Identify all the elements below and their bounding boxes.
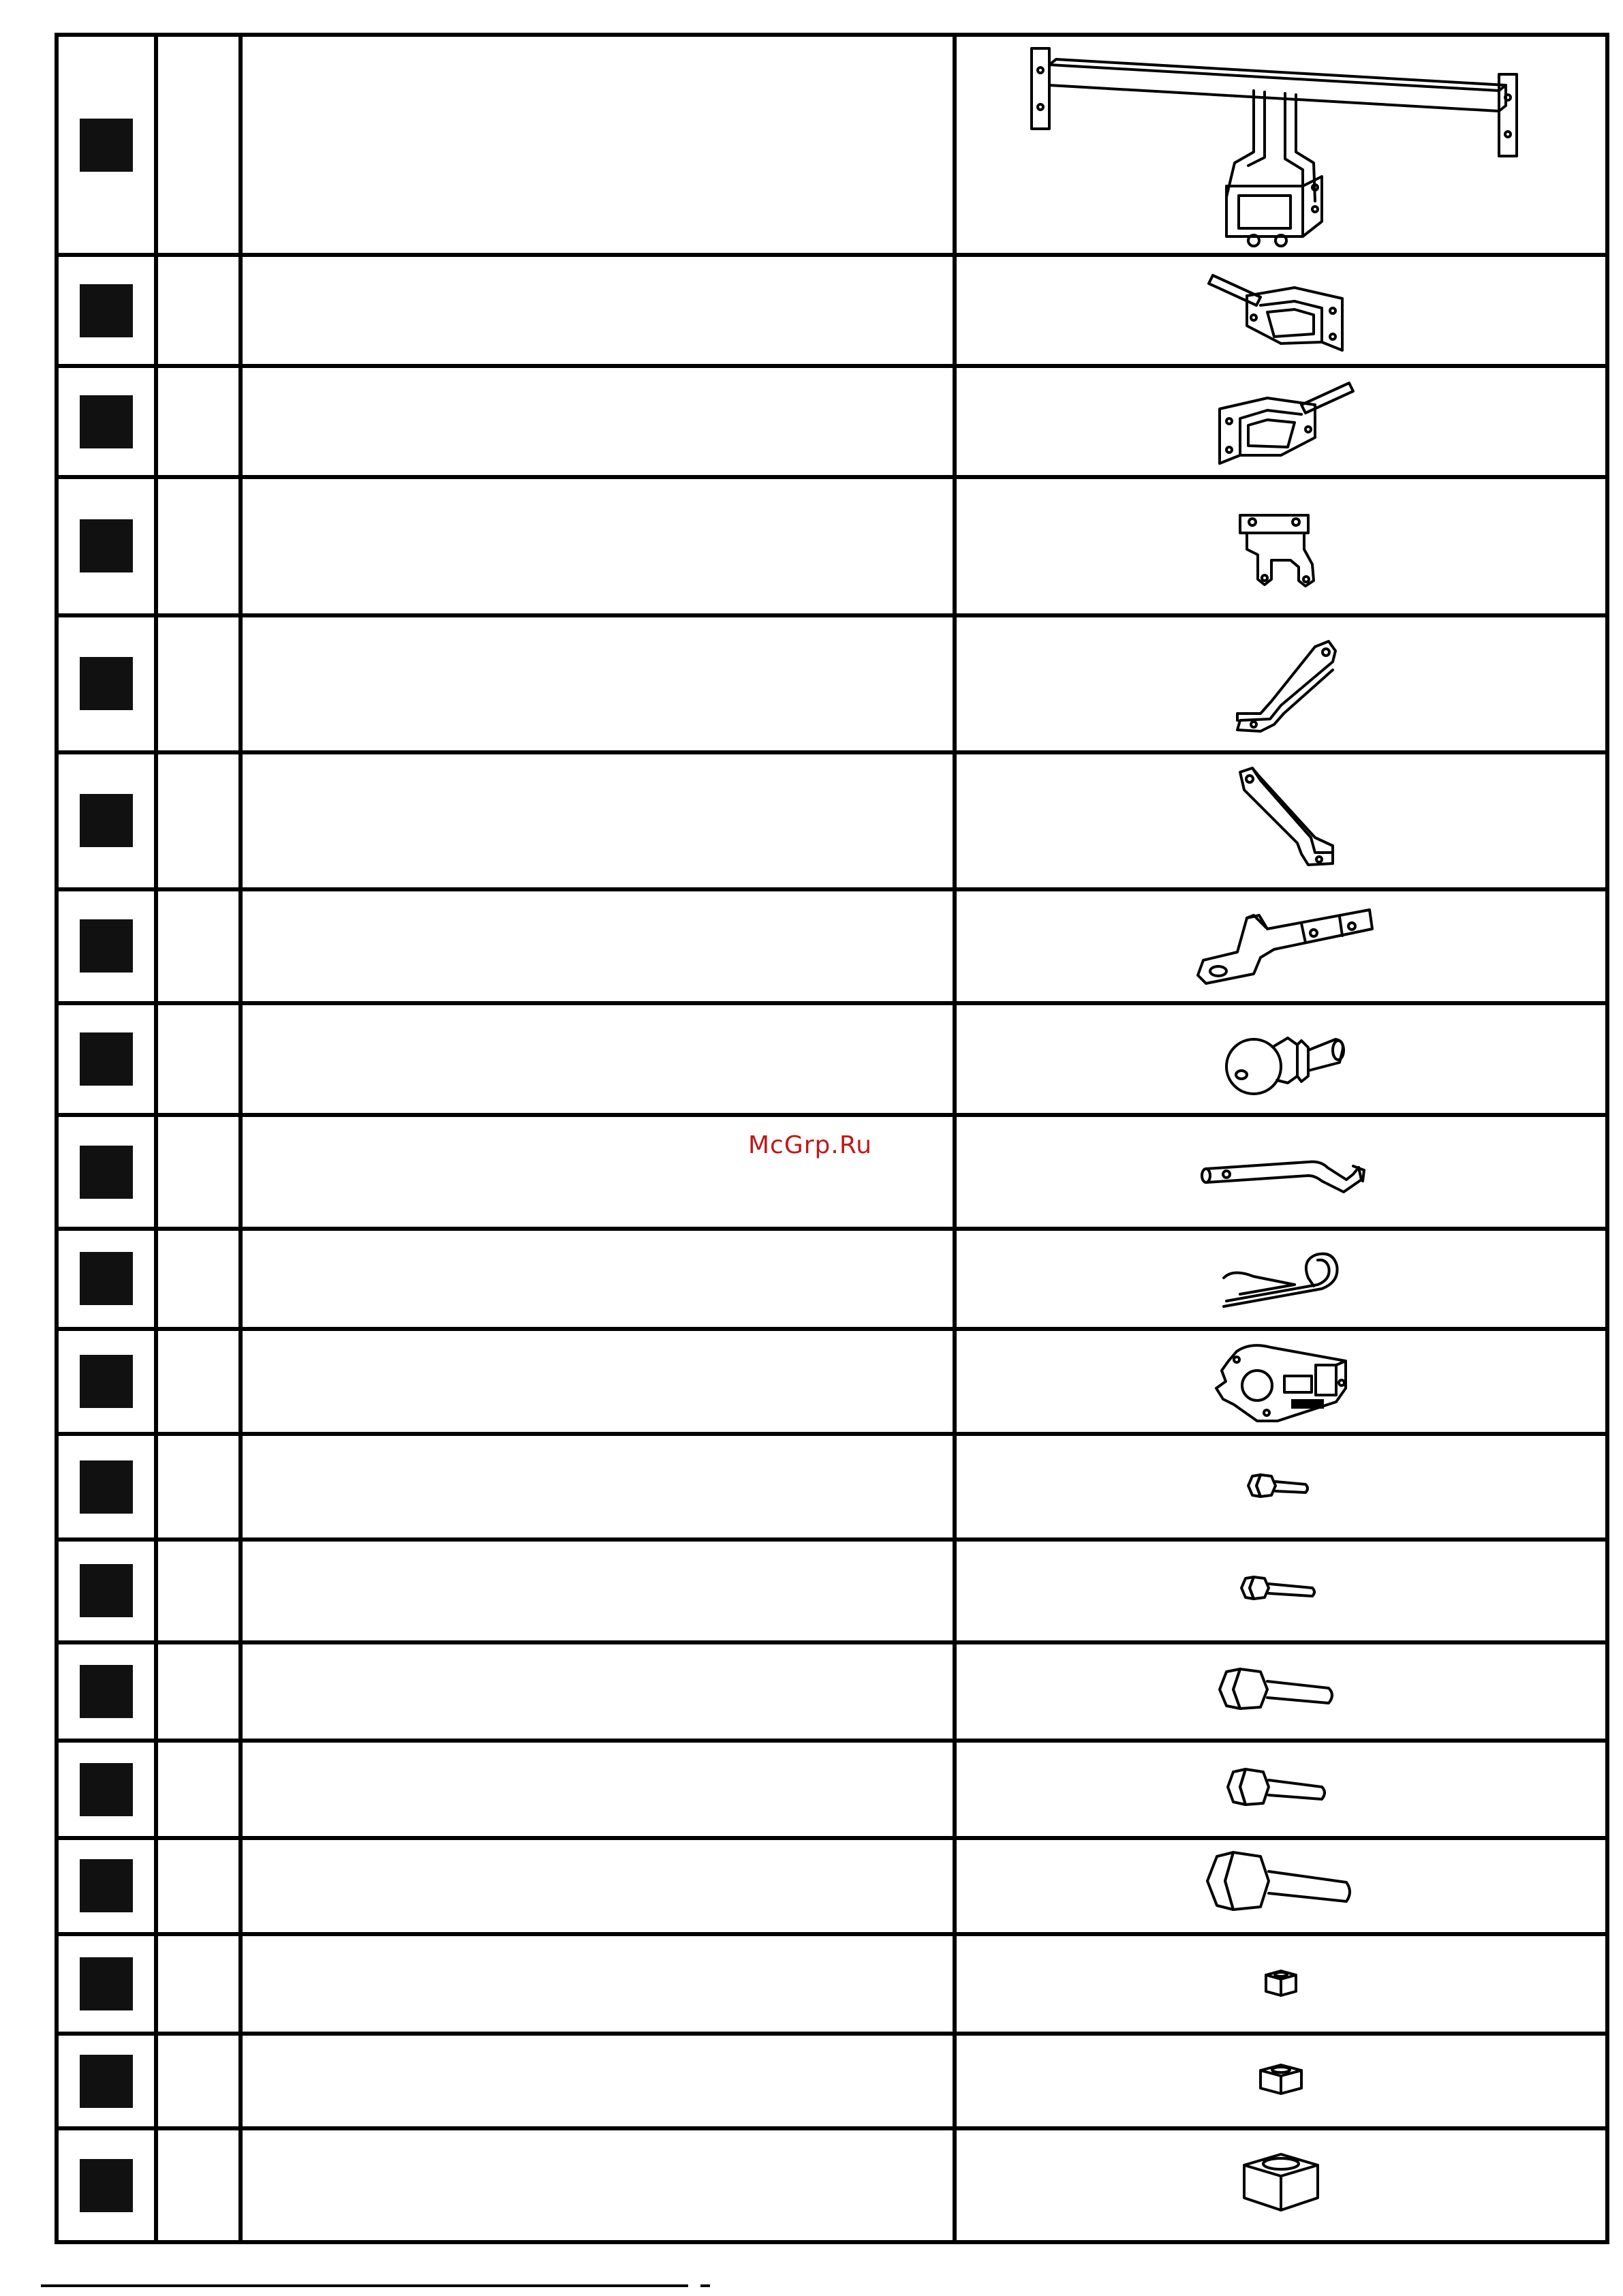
description-cell xyxy=(241,477,955,615)
description-cell xyxy=(241,1838,955,1934)
quantity-cell xyxy=(156,1540,241,1642)
part-marker-cell xyxy=(57,2128,156,2242)
figure-cell xyxy=(955,1642,1607,1741)
part-number-marker xyxy=(80,1460,133,1514)
part-marker-cell xyxy=(57,1329,156,1435)
bolt-icon xyxy=(1226,1563,1335,1618)
part-number-marker xyxy=(80,119,133,172)
part-number-marker xyxy=(80,1763,133,1816)
table-row xyxy=(57,1741,1607,1838)
figure-cell xyxy=(955,366,1607,477)
part-number-marker xyxy=(80,1146,133,1199)
figure-cell xyxy=(955,1741,1607,1838)
description-cell xyxy=(241,2034,955,2128)
part-number-marker xyxy=(80,794,133,847)
part-number-marker xyxy=(80,1564,133,1617)
figure-cell xyxy=(955,2128,1607,2242)
part-marker-cell xyxy=(57,1838,156,1934)
part-marker-cell xyxy=(57,1434,156,1540)
figure-cell xyxy=(955,1434,1607,1540)
figure-cell xyxy=(955,1003,1607,1116)
description-cell xyxy=(241,889,955,1003)
table-row xyxy=(57,2034,1607,2128)
figure-cell xyxy=(955,615,1607,752)
part-number-marker xyxy=(80,1665,133,1718)
side-bracket-right-icon xyxy=(1199,263,1363,358)
description-cell xyxy=(241,1642,955,1741)
part-number-marker xyxy=(80,1859,133,1912)
figure-cell xyxy=(955,1934,1607,2034)
description-cell xyxy=(241,366,955,477)
figure-cell xyxy=(955,255,1607,366)
tow-bar-crossbar-icon xyxy=(1022,43,1540,247)
bolt-icon xyxy=(1233,1460,1329,1514)
quantity-cell xyxy=(156,1741,241,1838)
table-row xyxy=(57,255,1607,366)
mounting-plate-icon xyxy=(1220,502,1342,590)
quantity-cell xyxy=(156,2034,241,2128)
figure-cell xyxy=(955,2034,1607,2128)
figure-cell xyxy=(955,1229,1607,1329)
quantity-cell xyxy=(156,1229,241,1329)
part-number-marker xyxy=(80,284,133,337)
part-number-marker xyxy=(80,1252,133,1305)
table-row xyxy=(57,2128,1607,2242)
quantity-cell xyxy=(156,1838,241,1934)
table-row xyxy=(57,1329,1607,1435)
quantity-cell xyxy=(156,1003,241,1116)
quantity-cell xyxy=(156,1115,241,1229)
part-marker-cell xyxy=(57,752,156,889)
figure-cell xyxy=(955,1540,1607,1642)
part-number-marker xyxy=(80,2159,133,2212)
hitch-pin-icon xyxy=(1192,1142,1370,1203)
table-row xyxy=(57,1642,1607,1741)
table-row xyxy=(57,477,1607,615)
part-marker-cell xyxy=(57,1540,156,1642)
figure-cell xyxy=(955,1329,1607,1435)
quantity-cell xyxy=(156,1642,241,1741)
figure-cell xyxy=(955,35,1607,255)
description-cell xyxy=(241,752,955,889)
figure-cell xyxy=(955,889,1607,1003)
description-cell xyxy=(241,1540,955,1642)
table-row xyxy=(57,1229,1607,1329)
bolt-icon xyxy=(1206,1654,1356,1729)
description-cell xyxy=(241,2128,955,2242)
quantity-cell xyxy=(156,1329,241,1435)
strap-bracket-icon xyxy=(1213,629,1349,738)
part-marker-cell xyxy=(57,477,156,615)
table-row xyxy=(57,752,1607,889)
footer-rule xyxy=(41,2284,688,2287)
strap-bracket-icon xyxy=(1213,763,1349,878)
quantity-cell xyxy=(156,1434,241,1540)
part-number-marker xyxy=(80,657,133,710)
description-cell xyxy=(241,1934,955,2034)
footer-tick xyxy=(700,2284,710,2287)
table-row xyxy=(57,1838,1607,1934)
part-number-marker xyxy=(80,919,133,973)
figure-cell xyxy=(955,752,1607,889)
table-row xyxy=(57,615,1607,752)
watermark: McGrp.Ru xyxy=(748,1131,873,1159)
part-marker-cell xyxy=(57,366,156,477)
table-row xyxy=(57,1003,1607,1116)
part-number-marker xyxy=(80,1032,133,1086)
hex-nut-icon xyxy=(1247,1960,1315,2008)
description-cell xyxy=(241,1229,955,1329)
part-marker-cell xyxy=(57,1115,156,1229)
table-row xyxy=(57,889,1607,1003)
part-marker-cell xyxy=(57,889,156,1003)
part-marker-cell xyxy=(57,35,156,255)
description-cell xyxy=(241,35,955,255)
spring-clip-icon xyxy=(1206,1241,1356,1316)
table-row xyxy=(57,1934,1607,2034)
description-cell xyxy=(241,1003,955,1116)
table-row xyxy=(57,366,1607,477)
quantity-cell xyxy=(156,1934,241,2034)
figure-cell xyxy=(955,1115,1607,1229)
quantity-cell xyxy=(156,889,241,1003)
quantity-cell xyxy=(156,752,241,889)
table-row xyxy=(57,35,1607,255)
side-bracket-left-icon xyxy=(1199,371,1363,473)
part-marker-cell xyxy=(57,1003,156,1116)
bolt-icon xyxy=(1213,1756,1349,1824)
part-number-marker xyxy=(80,1957,133,2010)
part-marker-cell xyxy=(57,1934,156,2034)
hex-nut-icon xyxy=(1240,2054,1322,2109)
quantity-cell xyxy=(156,2128,241,2242)
quantity-cell xyxy=(156,366,241,477)
part-marker-cell xyxy=(57,1229,156,1329)
part-marker-cell xyxy=(57,255,156,366)
description-cell xyxy=(241,255,955,366)
part-marker-cell xyxy=(57,2034,156,2128)
socket-plate-icon xyxy=(1196,1334,1366,1429)
description-cell xyxy=(241,615,955,752)
part-marker-cell xyxy=(57,615,156,752)
quantity-cell xyxy=(156,255,241,366)
part-number-marker xyxy=(80,1355,133,1408)
part-number-marker xyxy=(80,519,133,572)
table-row xyxy=(57,1540,1607,1642)
table-row xyxy=(57,1434,1607,1540)
tow-ball-icon xyxy=(1206,1008,1356,1110)
quantity-cell xyxy=(156,615,241,752)
bolt-icon xyxy=(1192,1841,1370,1930)
figure-cell xyxy=(955,1838,1607,1934)
quantity-cell xyxy=(156,35,241,255)
description-cell xyxy=(241,1434,955,1540)
quantity-cell xyxy=(156,477,241,615)
hex-nut-icon xyxy=(1226,2145,1335,2226)
description-cell xyxy=(241,1741,955,1838)
part-marker-cell xyxy=(57,1741,156,1838)
figure-cell xyxy=(955,477,1607,615)
ball-mount-icon xyxy=(1179,895,1383,997)
part-number-marker xyxy=(80,2055,133,2108)
description-cell xyxy=(241,1329,955,1435)
part-number-marker xyxy=(80,395,133,448)
part-marker-cell xyxy=(57,1642,156,1741)
